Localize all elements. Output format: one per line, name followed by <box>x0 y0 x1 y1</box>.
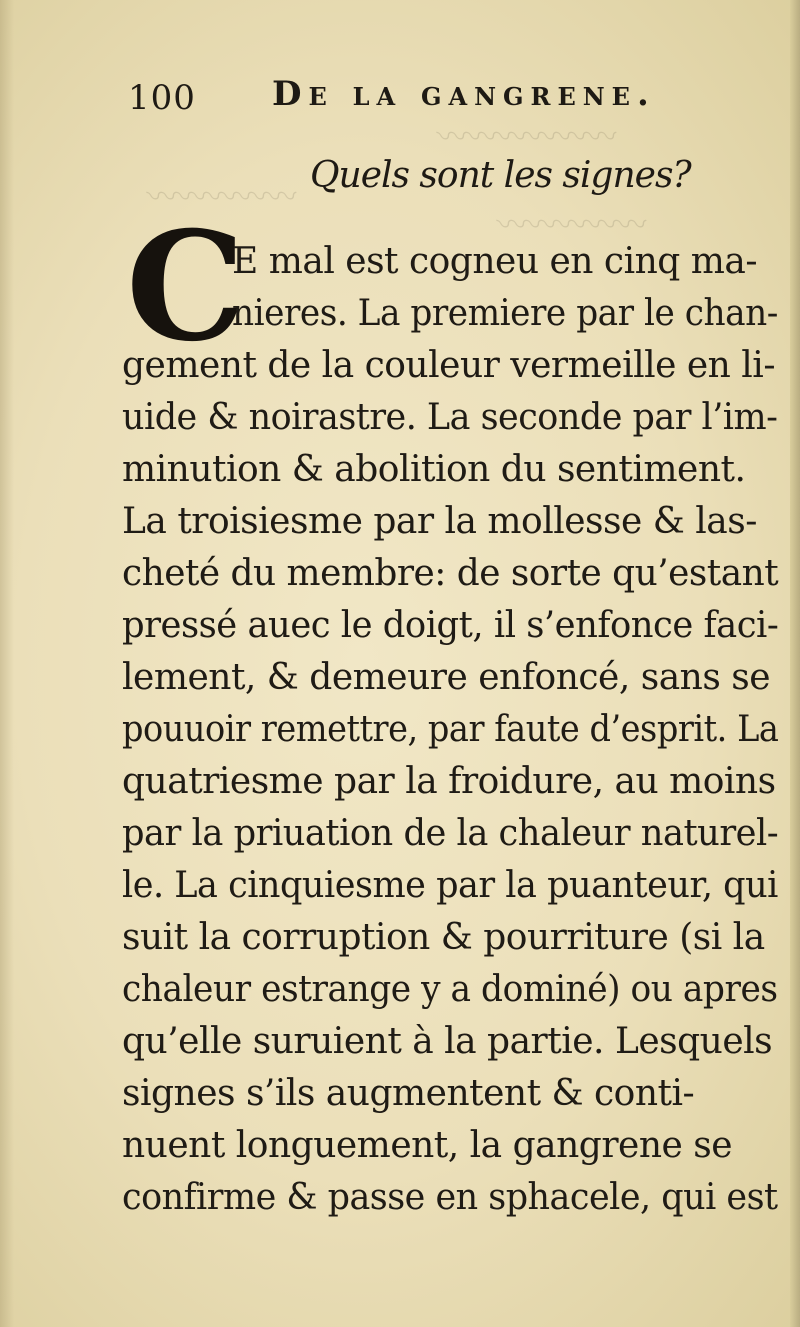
drop-cap: C <box>126 199 246 375</box>
text-line: quatriesme par la froidure, au moins <box>122 761 776 802</box>
text-line: pressé auec le doigt, il s’enfonce faci- <box>122 605 779 646</box>
running-head: De la gangrene. <box>272 74 656 114</box>
page-edge <box>790 0 800 1327</box>
section-heading: Quels sont les signes? <box>310 155 691 196</box>
show-through: 〰〰〰〰〰 <box>150 180 300 215</box>
page-header <box>128 72 728 122</box>
text-line: qu’elle suruient à la partie. Lesquels <box>122 1021 773 1062</box>
text-line: confirme & passe en sphacele, qui est <box>122 1177 778 1218</box>
text-line: nuent longuement, la gangrene se <box>122 1125 733 1166</box>
text-line: E mal est cogneu en cinq ma- <box>232 241 758 282</box>
text-line: chaleur estrange y a dominé) ou apres <box>122 969 778 1010</box>
text-line: nieres. La premiere par le chan- <box>232 293 778 334</box>
text-line: suit la corruption & pourriture (si la <box>122 917 765 958</box>
show-through: 〰〰〰〰〰 <box>500 208 650 243</box>
show-through: 〰〰〰〰〰〰 <box>440 120 620 155</box>
text-line: cheté du membre: de sorte qu’estant <box>122 553 779 594</box>
gutter-shadow <box>0 0 14 1327</box>
text-line: uide & noirastre. La seconde par l’im- <box>122 397 778 438</box>
text-line: minution & abolition du sentiment. <box>122 449 746 490</box>
text-line: gement de la couleur vermeille en li- <box>122 345 775 386</box>
text-line: lement, & demeure enfoncé, sans se <box>122 657 771 698</box>
page-number: 100 <box>128 78 196 118</box>
text-line: par la priuation de la chaleur naturel- <box>122 813 779 854</box>
text-line: signes s’ils augmentent & conti- <box>122 1073 695 1114</box>
text-line: le. La cinquiesme par la puanteur, qui <box>122 865 778 906</box>
text-line: La troisiesme par la mollesse & las- <box>122 501 757 542</box>
text-line: pouuoir remettre, par faute d’esprit. La <box>122 709 779 750</box>
